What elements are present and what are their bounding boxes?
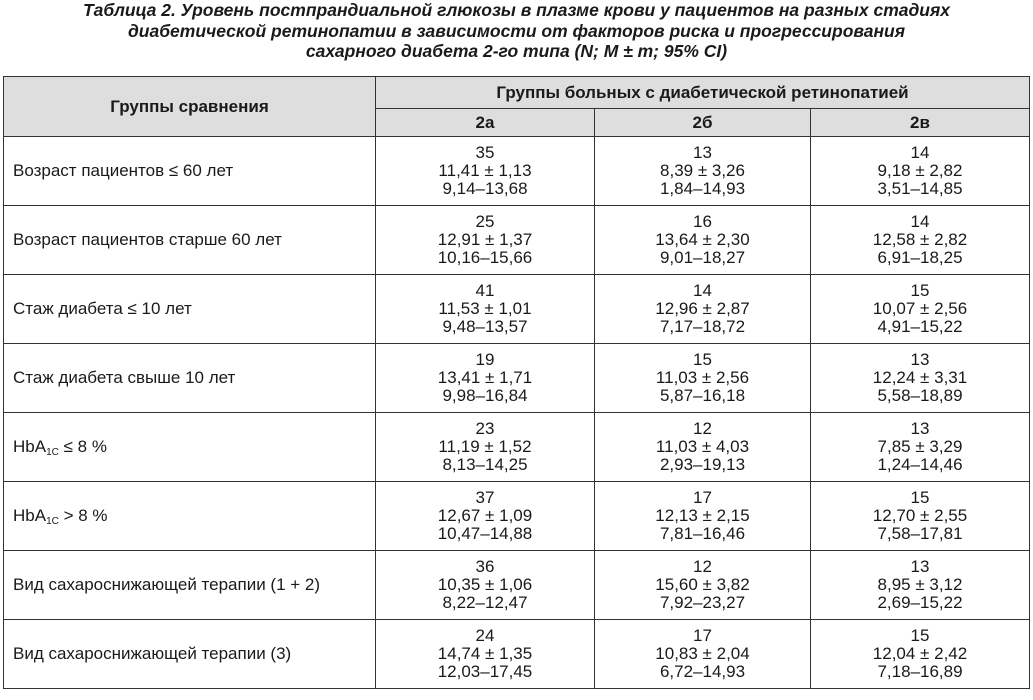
- cell-mean: 12,58 ± 2,82: [872, 230, 968, 249]
- results-table: [3, 76, 1030, 689]
- cell-2a: [376, 482, 595, 551]
- row-label: [4, 413, 376, 482]
- row-label: Возраст пациентов старше 60 лет: [4, 206, 376, 275]
- cell-ci: 2,93–19,13: [659, 455, 746, 474]
- row-label: Стаж диабета свыше 10 лет: [4, 344, 376, 413]
- label-main: HbA: [13, 437, 47, 456]
- cell-n: 13: [910, 419, 930, 438]
- cell-n: 35: [475, 143, 495, 162]
- cell-mean: 11,53 ± 1,01: [438, 299, 532, 318]
- cell-2a: [376, 344, 595, 413]
- cell-mean: 12,70 ± 2,55: [872, 506, 968, 525]
- cell-ci: 5,87–16,18: [659, 386, 746, 405]
- table-row: [4, 413, 1030, 482]
- cell-n: 41: [475, 281, 495, 300]
- cell-ci: 9,01–18,27: [659, 248, 746, 267]
- cell-ci: 2,69–15,22: [877, 593, 963, 612]
- header-comparison-groups: Группы сравнения: [4, 77, 376, 137]
- cell-n: 15: [910, 281, 930, 300]
- cell-n: 25: [475, 212, 495, 231]
- cell-n: 15: [910, 488, 930, 507]
- cell-mean: 11,19 ± 1,52: [438, 437, 532, 456]
- header-group-2b: 2б: [595, 109, 811, 137]
- cell-2v: [811, 482, 1030, 551]
- cell-mean: 14,74 ± 1,35: [437, 644, 533, 663]
- cell-2v: [811, 620, 1030, 689]
- table-caption: [0, 0, 1033, 62]
- cell-mean: 8,39 ± 3,26: [660, 161, 745, 180]
- cell-ci: 12,03–17,45: [437, 662, 533, 681]
- cell-mean: 13,64 ± 2,30: [655, 230, 750, 249]
- cell-ci: 8,22–12,47: [442, 593, 528, 612]
- cell-ci: 10,47–14,88: [437, 524, 533, 543]
- cell-ci: 3,51–14,85: [877, 179, 963, 198]
- cell-n: 14: [910, 143, 930, 162]
- cell-n: 12: [693, 419, 712, 438]
- header-patient-groups: Группы больных с диабетической ретинопатией: [376, 77, 1030, 109]
- cell-2b: [595, 482, 811, 551]
- table-row: [4, 206, 1030, 275]
- cell-2b: [595, 344, 811, 413]
- cell-mean: 8,95 ± 3,12: [877, 575, 963, 594]
- table-row: [4, 482, 1030, 551]
- cell-ci: 7,18–16,89: [877, 662, 963, 681]
- cell-n: 37: [475, 488, 495, 507]
- cell-2a: [376, 275, 595, 344]
- cell-2b: [595, 620, 811, 689]
- cell-mean: 9,18 ± 2,82: [877, 161, 963, 180]
- cell-n: 23: [475, 419, 495, 438]
- cell-n: 13: [910, 350, 930, 369]
- cell-ci: 7,58–17,81: [877, 524, 963, 543]
- cell-2b: [595, 206, 811, 275]
- cell-n: 36: [475, 557, 495, 576]
- cell-mean: 12,24 ± 3,31: [872, 368, 968, 387]
- cell-ci: 5,58–18,89: [877, 386, 963, 405]
- cell-2v: [811, 275, 1030, 344]
- row-label: Стаж диабета ≤ 10 лет: [4, 275, 376, 344]
- cell-ci: 1,24–14,46: [877, 455, 963, 474]
- table-row: [4, 275, 1030, 344]
- cell-n: 15: [693, 350, 712, 369]
- table-row: [4, 137, 1030, 206]
- table-row: [4, 344, 1030, 413]
- label-rest: ≤ 8 %: [58, 437, 107, 456]
- cell-2a: [376, 206, 595, 275]
- cell-n: 15: [910, 626, 930, 645]
- cell-ci: 6,72–14,93: [659, 662, 746, 681]
- table-row: [4, 620, 1030, 689]
- cell-mean: 12,04 ± 2,42: [872, 644, 968, 663]
- cell-n: 14: [910, 212, 930, 231]
- cell-n: 13: [693, 143, 712, 162]
- cell-2a: [376, 551, 595, 620]
- cell-mean: 11,41 ± 1,13: [438, 161, 532, 180]
- cell-mean: 12,91 ± 1,37: [437, 230, 533, 249]
- caption-line-2: диабетической ретинопатии в зависимости от факторов риска и прогрессирования: [127, 20, 906, 41]
- cell-mean: 7,85 ± 3,29: [877, 437, 963, 456]
- cell-n: 12: [693, 557, 712, 576]
- cell-2a: [376, 413, 595, 482]
- cell-2v: [811, 206, 1030, 275]
- cell-2b: [595, 413, 811, 482]
- cell-2a: [376, 137, 595, 206]
- cell-2v: [811, 413, 1030, 482]
- cell-2a: [376, 620, 595, 689]
- cell-mean: 12,13 ± 2,15: [655, 506, 750, 525]
- cell-ci: 7,92–23,27: [659, 593, 746, 612]
- cell-mean: 10,07 ± 2,56: [872, 299, 968, 318]
- cell-ci: 8,13–14,25: [442, 455, 528, 474]
- cell-2v: [811, 344, 1030, 413]
- table-row: [4, 551, 1030, 620]
- cell-n: 17: [693, 626, 712, 645]
- cell-2v: [811, 137, 1030, 206]
- row-label: Вид сахароснижающей терапии (3): [4, 620, 376, 689]
- cell-ci: 9,48–13,57: [442, 317, 528, 336]
- label-subscript: 1C: [46, 447, 59, 458]
- cell-ci: 7,81–16,46: [659, 524, 746, 543]
- cell-ci: 9,14–13,68: [442, 179, 528, 198]
- cell-ci: 10,16–15,66: [437, 248, 533, 267]
- cell-mean: 11,03 ± 4,03: [655, 437, 750, 456]
- cell-n: 16: [693, 212, 712, 231]
- row-label: Вид сахароснижающей терапии (1 + 2): [4, 551, 376, 620]
- cell-2b: [595, 275, 811, 344]
- cell-2v: [811, 551, 1030, 620]
- cell-n: 19: [475, 350, 495, 369]
- cell-mean: 11,03 ± 2,56: [655, 368, 750, 387]
- cell-ci: 4,91–15,22: [877, 317, 963, 336]
- cell-n: 13: [910, 557, 930, 576]
- cell-2b: [595, 137, 811, 206]
- label-subscript: 1C: [46, 516, 59, 527]
- cell-ci: 9,98–16,84: [442, 386, 528, 405]
- cell-2b: [595, 551, 811, 620]
- cell-mean: 13,41 ± 1,71: [437, 368, 533, 387]
- label-main: HbA: [13, 506, 47, 525]
- caption-line-1: Таблица 2. Уровень постпрандиальной глюкозы в плазме крови у пациентов на разных стадиях: [82, 0, 951, 20]
- cell-mean: 12,96 ± 2,87: [655, 299, 750, 318]
- label-rest: > 8 %: [58, 506, 108, 525]
- cell-mean: 12,67 ± 1,09: [437, 506, 533, 525]
- cell-n: 24: [475, 626, 495, 645]
- cell-ci: 7,17–18,72: [659, 317, 746, 336]
- cell-n: 17: [693, 488, 712, 507]
- header-group-2a: 2а: [376, 109, 595, 137]
- cell-n: 14: [693, 281, 712, 300]
- header-group-2v: 2в: [811, 109, 1030, 137]
- cell-ci: 1,84–14,93: [659, 179, 746, 198]
- cell-mean: 10,35 ± 1,06: [437, 575, 533, 594]
- cell-ci: 6,91–18,25: [877, 248, 963, 267]
- caption-line-3: сахарного диабета 2-го типа (N; M ± m; 95% CI): [305, 41, 728, 61]
- row-label: [4, 482, 376, 551]
- row-label: Возраст пациентов ≤ 60 лет: [4, 137, 376, 206]
- cell-mean: 15,60 ± 3,82: [655, 575, 750, 594]
- cell-mean: 10,83 ± 2,04: [655, 644, 750, 663]
